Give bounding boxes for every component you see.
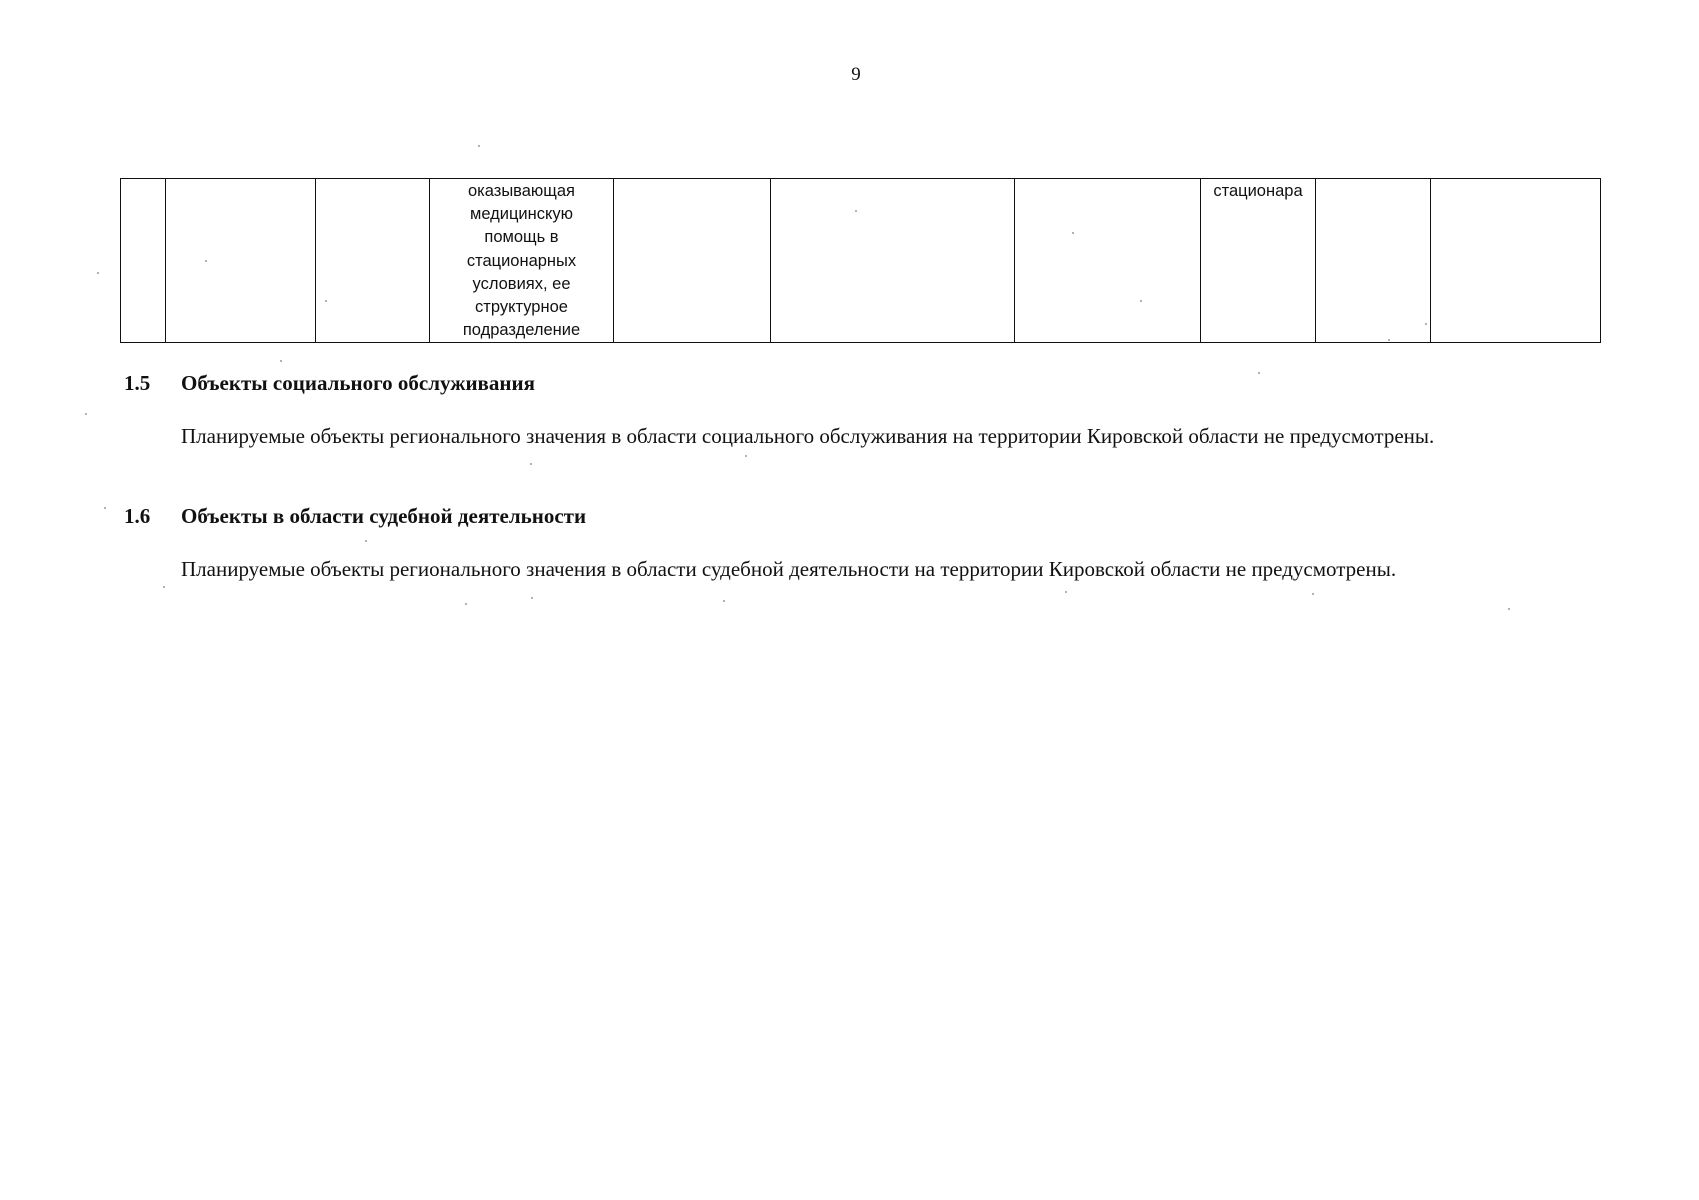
scan-speck [104, 507, 106, 509]
cell-line: стационарных [466, 251, 577, 270]
scan-speck [1425, 323, 1427, 325]
table-cell [1431, 179, 1601, 343]
scan-speck [478, 145, 480, 147]
table-cell-stationary [1201, 179, 1316, 343]
table-cell [614, 179, 771, 343]
cell-line: структурное [475, 298, 568, 317]
scan-speck [1388, 339, 1390, 341]
table-cell [771, 179, 1015, 343]
section-heading-judicial [124, 504, 586, 529]
cell-text: стационара [1213, 182, 1303, 200]
table-cell-facility-description [430, 179, 614, 343]
continuation-table [120, 178, 1601, 343]
table-row [121, 179, 1601, 343]
scan-speck [1508, 608, 1510, 610]
scan-speck [163, 586, 165, 588]
table-cell [166, 179, 316, 343]
scan-speck [85, 413, 87, 415]
table-cell [1316, 179, 1431, 343]
scan-speck [723, 600, 725, 602]
scan-speck [530, 463, 532, 465]
scan-speck [745, 455, 747, 457]
table-cell [316, 179, 430, 343]
section-title: Объекты в области судебной деятельности [181, 504, 587, 528]
scan-speck [205, 260, 207, 262]
scan-speck [365, 540, 367, 542]
scan-speck [325, 300, 327, 302]
section-paragraph-judicial: Планируемые объекты регионального значения в области судебной деятельности на территории Кировской области не предусмотрены. [181, 557, 1397, 581]
cell-line: условиях, ее [472, 274, 571, 293]
scan-speck [531, 597, 533, 599]
scan-speck [1065, 591, 1067, 593]
section-heading-social-services [124, 371, 535, 396]
section-number: 1.6 [124, 504, 151, 528]
cell-text-lines [430, 180, 613, 342]
table-cell [1015, 179, 1201, 343]
table-cell [121, 179, 166, 343]
cell-line: подразделение [462, 321, 581, 340]
page-number: 9 [851, 64, 861, 85]
section-title: Объекты социального обслуживания [181, 371, 535, 395]
scan-speck [97, 272, 99, 274]
scan-speck [855, 210, 857, 212]
scan-speck [1312, 593, 1314, 595]
scan-speck [1258, 372, 1260, 374]
section-paragraph-social-services: Планируемые объекты регионального значения в области социального обслуживания на территории Кировской области не предусмотрены. [181, 424, 1435, 448]
section-number: 1.5 [124, 371, 151, 395]
cell-line: оказывающая [468, 182, 575, 200]
cell-line: помощь в [484, 228, 559, 247]
scan-speck [1140, 300, 1142, 302]
scan-speck [1072, 232, 1074, 234]
cell-line: медицинскую [469, 205, 574, 224]
scan-speck [465, 603, 467, 605]
scan-speck [280, 360, 282, 362]
